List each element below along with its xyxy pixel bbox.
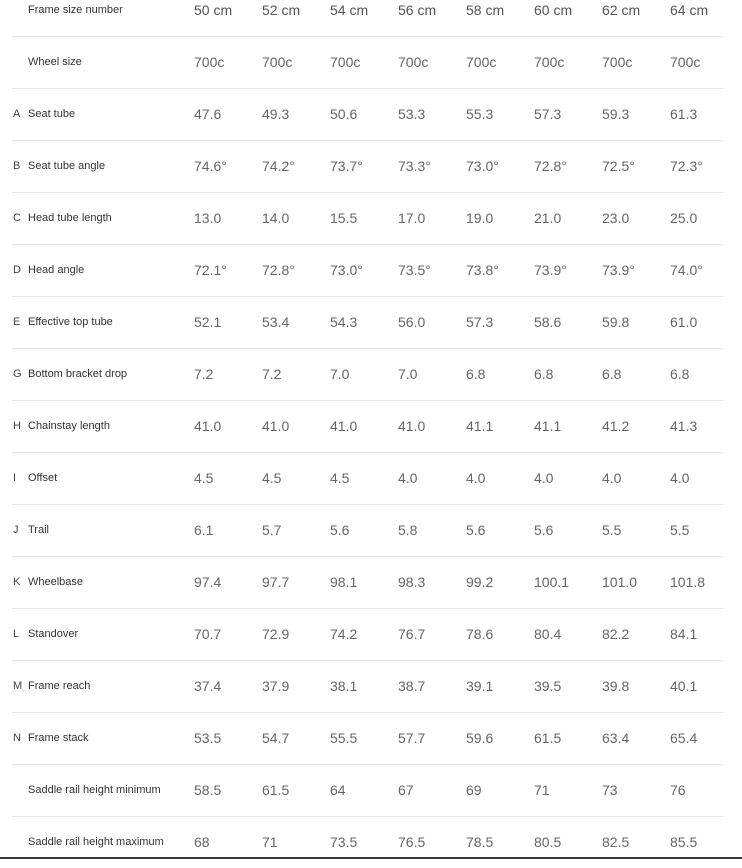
table-row (12, 193, 723, 245)
table-cell: 85.5 (670, 834, 698, 850)
table-cell: 19.0 (466, 210, 494, 226)
header-size: 64 cm (670, 2, 709, 18)
table-cell: 61.0 (670, 314, 698, 330)
table-cell: 80.4 (534, 626, 562, 642)
header-size: 54 cm (330, 2, 369, 18)
table-cell: 101.8 (670, 574, 706, 590)
table-cell: 4.0 (602, 470, 622, 486)
table-cell: 54.7 (262, 730, 290, 746)
table-cell: 82.2 (602, 626, 630, 642)
row-label: Frame stack (28, 732, 89, 744)
table-cell: 98.1 (330, 574, 358, 590)
table-row (12, 401, 723, 453)
table-row (12, 453, 723, 505)
row-label: Saddle rail height minimum (28, 784, 161, 796)
table-cell: 71 (534, 782, 550, 798)
table-cell: 41.2 (602, 418, 630, 434)
row-letter: C (13, 212, 21, 224)
table-cell: 6.8 (534, 366, 554, 382)
header-size: 50 cm (194, 2, 233, 18)
row-label: Frame reach (28, 680, 91, 692)
table-cell: 58.6 (534, 314, 562, 330)
table-cell: 59.6 (466, 730, 494, 746)
table-cell: 41.0 (262, 418, 290, 434)
table-cell: 6.8 (670, 366, 690, 382)
table-cell: 74.6° (194, 158, 227, 174)
table-cell: 78.5 (466, 834, 494, 850)
table-cell: 25.0 (670, 210, 698, 226)
table-row (12, 89, 723, 141)
table-row (12, 297, 723, 349)
table-cell: 23.0 (602, 210, 630, 226)
table-cell: 7.0 (398, 366, 418, 382)
row-letter: M (13, 680, 23, 692)
table-cell: 37.9 (262, 678, 290, 694)
row-letter: L (13, 628, 20, 640)
table-cell: 5.7 (262, 522, 282, 538)
table-cell: 13.0 (194, 210, 222, 226)
table-cell: 73.0° (466, 158, 499, 174)
table-cell: 6.8 (466, 366, 486, 382)
table-row (12, 609, 723, 661)
table-cell: 4.0 (466, 470, 486, 486)
table-cell: 67 (398, 782, 414, 798)
table-row (12, 141, 723, 193)
table-cell: 6.1 (194, 522, 214, 538)
table-cell: 61.5 (262, 782, 290, 798)
table-cell: 68 (194, 834, 210, 850)
table-cell: 76.5 (398, 834, 426, 850)
table-cell: 65.4 (670, 730, 698, 746)
table-row (12, 713, 723, 765)
header-label: Frame size number (28, 4, 123, 16)
table-cell: 21.0 (534, 210, 562, 226)
table-cell: 73.7° (330, 158, 363, 174)
row-letter: E (13, 316, 21, 328)
table-cell: 57.3 (534, 106, 562, 122)
table-cell: 41.3 (670, 418, 698, 434)
table-cell: 74.2 (330, 626, 358, 642)
table-cell: 101.0 (602, 574, 638, 590)
table-cell: 56.0 (398, 314, 426, 330)
table-cell: 64 (330, 782, 346, 798)
table-cell: 74.2° (262, 158, 295, 174)
row-label: Wheel size (28, 56, 82, 68)
table-cell: 76.7 (398, 626, 426, 642)
table-cell: 4.0 (670, 470, 690, 486)
table-cell: 76 (670, 782, 686, 798)
table-cell: 700c (262, 54, 293, 70)
table-cell: 41.1 (466, 418, 494, 434)
table-cell: 78.6 (466, 626, 494, 642)
header-size: 56 cm (398, 2, 437, 18)
row-label: Standover (28, 628, 79, 640)
table-cell: 74.0° (670, 262, 703, 278)
table-cell: 99.2 (466, 574, 494, 590)
row-label: Seat tube angle (28, 160, 106, 172)
table-cell: 700c (602, 54, 633, 70)
table-cell: 72.3° (670, 158, 703, 174)
table-cell: 73.3° (398, 158, 431, 174)
table-cell: 5.5 (670, 522, 690, 538)
header-size: 60 cm (534, 2, 573, 18)
table-cell: 39.8 (602, 678, 630, 694)
table-cell: 47.6 (194, 106, 222, 122)
table-cell: 57.7 (398, 730, 426, 746)
table-cell: 41.1 (534, 418, 562, 434)
table-cell: 15.5 (330, 210, 358, 226)
row-letter: A (13, 108, 21, 120)
table-cell: 38.1 (330, 678, 358, 694)
table-cell: 700c (194, 54, 225, 70)
table-cell: 700c (466, 54, 497, 70)
table-cell: 52.1 (194, 314, 222, 330)
row-label: Effective top tube (28, 316, 113, 328)
table-cell: 700c (534, 54, 565, 70)
table-cell: 5.6 (330, 522, 350, 538)
row-label: Saddle rail height maximum (28, 836, 164, 848)
table-cell: 70.7 (194, 626, 222, 642)
table-cell: 73.0° (330, 262, 363, 278)
row-letter: D (13, 264, 21, 276)
table-cell: 73.5° (398, 262, 431, 278)
table-cell: 7.2 (262, 366, 282, 382)
table-cell: 5.5 (602, 522, 622, 538)
table-cell: 4.5 (194, 470, 214, 486)
table-cell: 4.5 (330, 470, 350, 486)
table-cell: 57.3 (466, 314, 494, 330)
table-cell: 700c (330, 54, 361, 70)
table-row (12, 557, 723, 609)
table-cell: 4.0 (398, 470, 418, 486)
row-label: Seat tube (28, 108, 76, 120)
table-cell: 7.0 (330, 366, 350, 382)
table-cell: 40.1 (670, 678, 698, 694)
row-letter: K (13, 576, 21, 588)
table-cell: 4.0 (534, 470, 554, 486)
table-cell: 61.5 (534, 730, 562, 746)
table-row (12, 661, 723, 713)
row-label: Chainstay length (28, 420, 110, 432)
row-label: Trail (28, 524, 49, 536)
header-size: 52 cm (262, 2, 301, 18)
table-cell: 39.5 (534, 678, 562, 694)
table-cell: 700c (670, 54, 701, 70)
row-label: Offset (28, 472, 58, 484)
table-cell: 53.3 (398, 106, 426, 122)
table-cell: 84.1 (670, 626, 698, 642)
row-letter: N (13, 732, 21, 744)
table-row (12, 765, 723, 817)
table-cell: 50.6 (330, 106, 358, 122)
table-cell: 71 (262, 834, 278, 850)
table-row (12, 817, 723, 868)
table-cell: 55.3 (466, 106, 494, 122)
table-cell: 59.3 (602, 106, 630, 122)
table-cell: 6.8 (602, 366, 622, 382)
table-cell: 38.7 (398, 678, 426, 694)
row-label: Head tube length (28, 212, 112, 224)
table-row (12, 505, 723, 557)
table-cell: 37.4 (194, 678, 222, 694)
table-cell: 80.5 (534, 834, 562, 850)
row-letter: I (13, 472, 17, 484)
table-cell: 39.1 (466, 678, 494, 694)
table-cell: 14.0 (262, 210, 290, 226)
table-cell: 73.9° (534, 262, 567, 278)
table-cell: 72.1° (194, 262, 227, 278)
table-cell: 41.0 (330, 418, 358, 434)
table-cell: 72.5° (602, 158, 635, 174)
header-size: 62 cm (602, 2, 641, 18)
table-cell: 4.5 (262, 470, 282, 486)
table-cell: 97.7 (262, 574, 290, 590)
row-label: Bottom bracket drop (28, 368, 128, 380)
table-cell: 53.4 (262, 314, 290, 330)
table-cell: 55.5 (330, 730, 358, 746)
table-cell: 63.4 (602, 730, 630, 746)
table-cell: 82.5 (602, 834, 630, 850)
table-header-row (12, 0, 723, 37)
table-cell: 41.0 (194, 418, 222, 434)
table-cell: 54.3 (330, 314, 358, 330)
table-cell: 72.8° (262, 262, 295, 278)
table-cell: 41.0 (398, 418, 426, 434)
table-cell: 73 (602, 782, 618, 798)
table-cell: 69 (466, 782, 482, 798)
table-cell: 58.5 (194, 782, 222, 798)
table-cell: 97.4 (194, 574, 222, 590)
table-row (12, 245, 723, 297)
table-cell: 5.6 (466, 522, 486, 538)
table-cell: 49.3 (262, 106, 290, 122)
header-size: 58 cm (466, 2, 505, 18)
table-cell: 5.6 (534, 522, 554, 538)
table-cell: 73.5 (330, 834, 358, 850)
table-row (12, 37, 723, 89)
table-cell: 700c (398, 54, 429, 70)
table-cell: 5.8 (398, 522, 418, 538)
row-letter: H (13, 420, 21, 432)
table-cell: 100.1 (534, 574, 570, 590)
table-cell: 73.8° (466, 262, 499, 278)
table-cell: 53.5 (194, 730, 222, 746)
row-letter: G (13, 368, 22, 380)
table-cell: 73.9° (602, 262, 635, 278)
table-cell: 17.0 (398, 210, 426, 226)
table-cell: 72.9 (262, 626, 290, 642)
table-row (12, 349, 723, 401)
row-letter: J (13, 524, 19, 536)
row-label: Wheelbase (28, 576, 84, 588)
table-cell: 59.8 (602, 314, 630, 330)
row-label: Head angle (28, 264, 85, 276)
row-letter: B (13, 160, 21, 172)
table-cell: 72.8° (534, 158, 567, 174)
table-cell: 7.2 (194, 366, 214, 382)
table-cell: 61.3 (670, 106, 698, 122)
table-cell: 98.3 (398, 574, 426, 590)
